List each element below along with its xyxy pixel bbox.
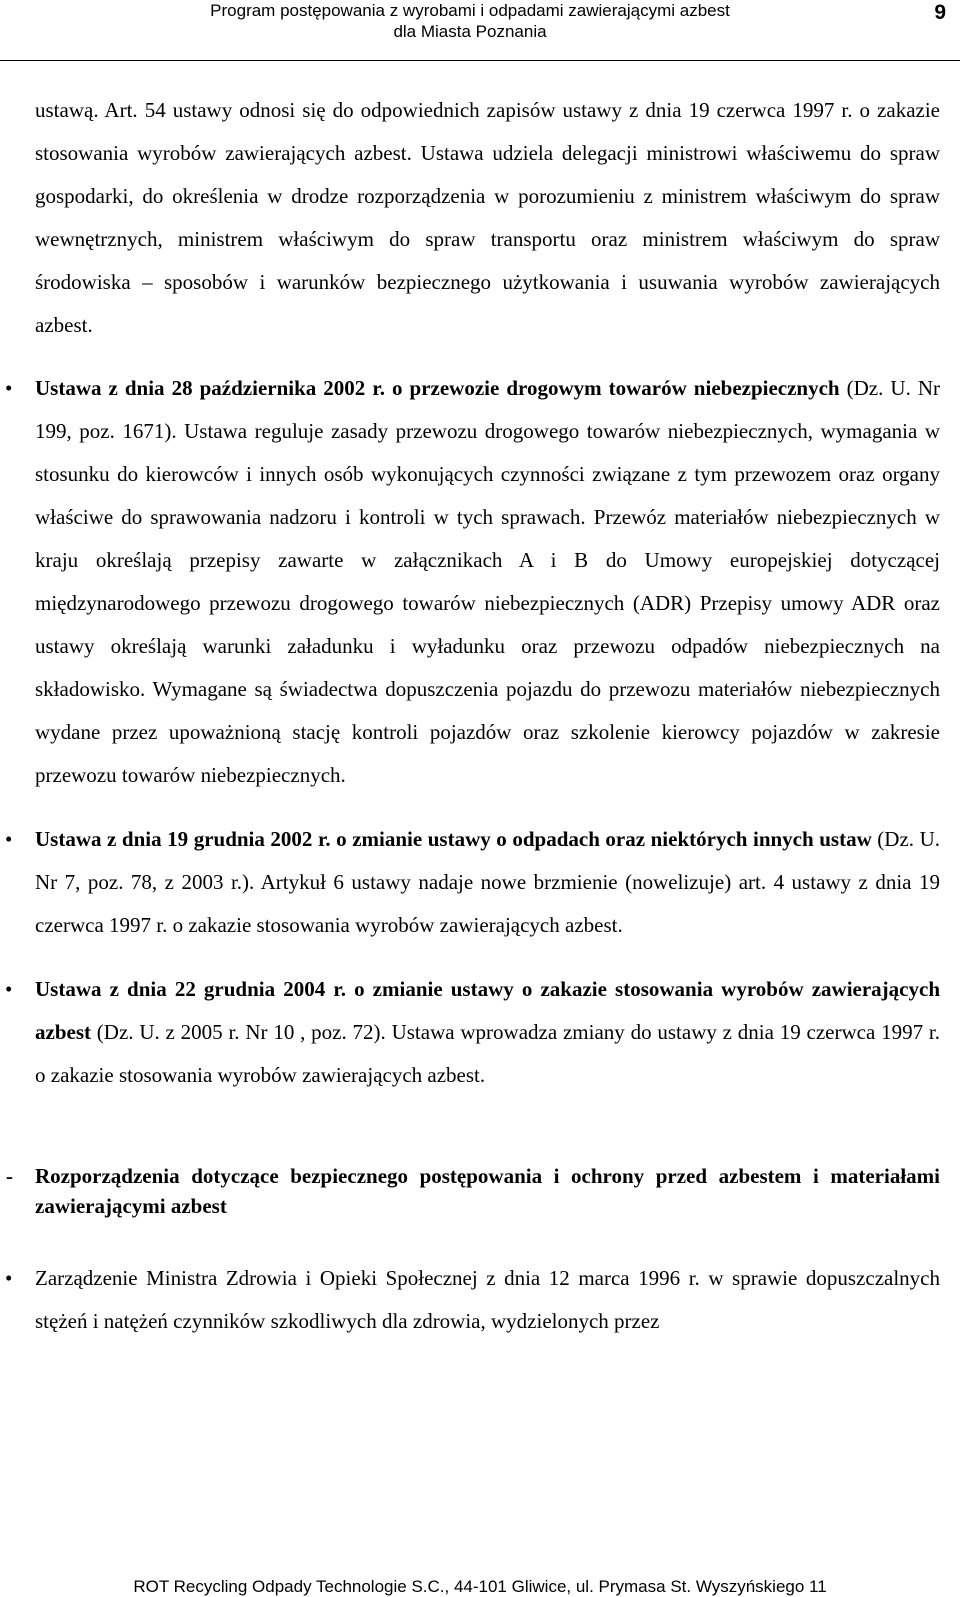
dash: - xyxy=(6,1164,13,1188)
item-text: Zarządzenie Ministra Zdrowia i Opieki Społecznej z dnia 12 marca 1996 r. w sprawie dopuszczalnych stężeń i natężeń czynników szkodliwych dla zdrowia, wydzielonych przez xyxy=(35,1266,940,1333)
bullet: • xyxy=(5,376,13,400)
page-header xyxy=(0,0,960,64)
page-number: 9 xyxy=(934,1,946,24)
list-item xyxy=(5,1257,940,1343)
list-item xyxy=(5,818,940,947)
item-title: Ustawa z dnia 28 października 2002 r. o przewozie drogowym towarów niebezpiecznych xyxy=(35,376,840,400)
section-heading xyxy=(6,1161,940,1221)
header-title-line1: Program postępowania z wyrobami i odpadami zawierającymi azbest xyxy=(210,1,730,20)
header-rule xyxy=(0,60,960,61)
intro-paragraph: ustawą. Art. 54 ustawy odnosi się do odpowiednich zapisów ustawy z dnia 19 czerwca 1997 r. o zakazie stosowania wyrobów zawierających azbest. Ustawa udziela delegacji ministrowi właściwemu do spraw gospodarki, do określenia w drodze rozporządzenia w porozumieniu z ministrem właściwym do spraw wewnętrznych, ministrem właściwym do spraw transportu oraz ministrem właściwym do spraw środowiska – sposobów i warunków bezpiecznego użytkowania i usuwania wyrobów zawierających azbest. xyxy=(35,98,940,337)
section-title: Rozporządzenia dotyczące bezpiecznego postępowania i ochrony przed azbestem i materiałami zawierającymi azbest xyxy=(35,1164,940,1218)
item-text: (Dz. U. Nr 7, poz. 78, z 2003 r.). Artykuł 6 ustawy nadaje nowe brzmienie (nowelizuje) art. 4 ustawy z dnia 19 czerwca 1997 r. o zakazie stosowania wyrobów zawierających azbest. xyxy=(35,827,940,937)
list-item xyxy=(5,968,940,1097)
item-title: Ustawa z dnia 19 grudnia 2002 r. o zmianie ustawy o odpadach oraz niektórych innych ustaw xyxy=(35,827,872,851)
bullet: • xyxy=(5,827,13,851)
bullet: • xyxy=(5,1266,13,1290)
header-title-line2: dla Miasta Poznania xyxy=(393,22,547,41)
page-footer: ROT Recycling Odpady Technologie S.C., 44-101 Gliwice, ul. Prymasa St. Wyszyńskiego 11 xyxy=(133,1577,827,1596)
item-title: Ustawa z dnia 22 grudnia 2004 r. o zmianie ustawy o zakazie stosowania wyrobów zawierających azbest xyxy=(35,977,940,1044)
header-title xyxy=(0,0,940,42)
item-text: (Dz. U. z 2005 r. Nr 10 , poz. 72). Ustawa wprowadza zmiany do ustawy z dnia 19 czerwca 1997 r. o zakazie stosowania wyrobów zawierających azbest. xyxy=(35,1020,940,1087)
document-body xyxy=(5,89,941,1343)
bullet: • xyxy=(5,977,13,1001)
list-item xyxy=(5,367,941,797)
item-text: (Dz. U. Nr 199, poz. 1671). Ustawa reguluje zasady przewozu drogowego towarów niebezpiecznych, wymagania w stosunku do kierowców i innych osób wykonujących czynności związane z tym przewozem oraz organy właściwe do sprawowania nadzoru i kontroli w tych sprawach. Przewóz materiałów niebezpiecznych w kraju określają przepisy zawarte w załącznikach A i B do Umowy europejskiej dotyczącej międzynarodowego przewozu drogowego towarów niebezpiecznych (ADR) Przepisy umowy ADR oraz ustawy określają warunki załadunku i wyładunku oraz przewozu odpadów niebezpiecznych na składowisko. Wymagane są świadectwa dopuszczenia pojazdu do przewozu materiałów niebezpiecznych wydane przez upoważnioną stację kontroli pojazdów oraz szkolenie kierowcy pojazdów w zakresie przewozu towarów niebezpiecznych. xyxy=(35,376,941,787)
